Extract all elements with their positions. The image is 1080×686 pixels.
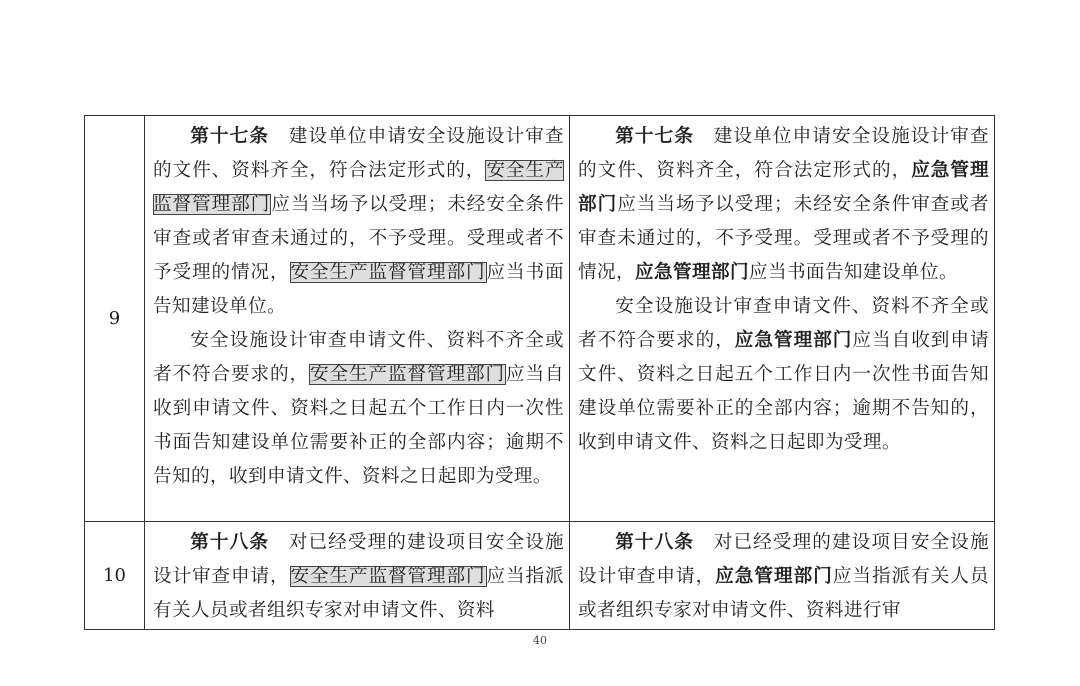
- original-text-cell: [145, 522, 570, 630]
- table-row: [85, 522, 995, 630]
- original-text-cell: [145, 116, 570, 522]
- article-heading: 第十八条: [190, 532, 270, 553]
- article-heading: 第十八条: [615, 532, 695, 553]
- revised-term: 应急管理部门: [578, 160, 989, 215]
- revised-term: 应急管理部门: [715, 566, 833, 587]
- highlighted-term: 安全生产监督管理部门: [290, 262, 486, 283]
- article-paragraph: 第十七条 建设单位申请安全设施设计审查的文件、资料齐全，符合法定形式的，安全生产监督管理部门应当当场予以受理；未经安全条件审查或者审查未通过的，不予受理。受理或者不予受理的情况，安全生产监督管理部门应当书面告知建设单位。: [153, 126, 564, 317]
- comparison-table: [84, 115, 995, 630]
- table-row: [85, 116, 995, 522]
- article-paragraph: 安全设施设计审查申请文件、资料不齐全或者不符合要求的，应急管理部门应当自收到申请文件、资料之日起五个工作日内一次性书面告知建设单位需要补正的全部内容；逾期不告知的，收到申请文件、资料之日起即为受理。: [578, 296, 989, 453]
- page-number: 40: [533, 634, 547, 647]
- article-paragraph: 第十八条 对已经受理的建设项目安全设施设计审查申请，安全生产监督管理部门应当指派有关人员或者组织专家对申请文件、资料: [153, 532, 564, 621]
- revised-text-cell: [570, 116, 995, 522]
- article-paragraph: 安全设施设计审查申请文件、资料不齐全或者不符合要求的，安全生产监督管理部门应当自收到申请文件、资料之日起五个工作日内一次性书面告知建设单位需要补正的全部内容；逾期不告知的，收到申请文件、资料之日起即为受理。: [153, 330, 564, 487]
- highlighted-term: 安全生产监督管理部门: [153, 160, 564, 215]
- highlighted-term: 安全生产监督管理部门: [310, 364, 505, 385]
- highlighted-term: 安全生产监督管理部门: [290, 566, 486, 587]
- row-number: 9: [85, 116, 145, 522]
- article-heading: 第十七条: [615, 126, 695, 147]
- article-paragraph: 第十七条 建设单位申请安全设施设计审查的文件、资料齐全，符合法定形式的，应急管理部门应当当场予以受理；未经安全条件审查或者审查未通过的，不予受理。受理或者不予受理的情况，应急管理部门应当书面告知建设单位。: [578, 126, 989, 283]
- article-paragraph: 第十八条 对已经受理的建设项目安全设施设计审查申请，应急管理部门应当指派有关人员或者组织专家对申请文件、资料进行审: [578, 532, 989, 621]
- row-number: 10: [85, 522, 145, 630]
- article-heading: 第十七条: [190, 126, 270, 147]
- revised-term: 应急管理部门: [734, 330, 853, 351]
- revised-text-cell: [570, 522, 995, 630]
- revised-term: 应急管理部门: [634, 262, 749, 283]
